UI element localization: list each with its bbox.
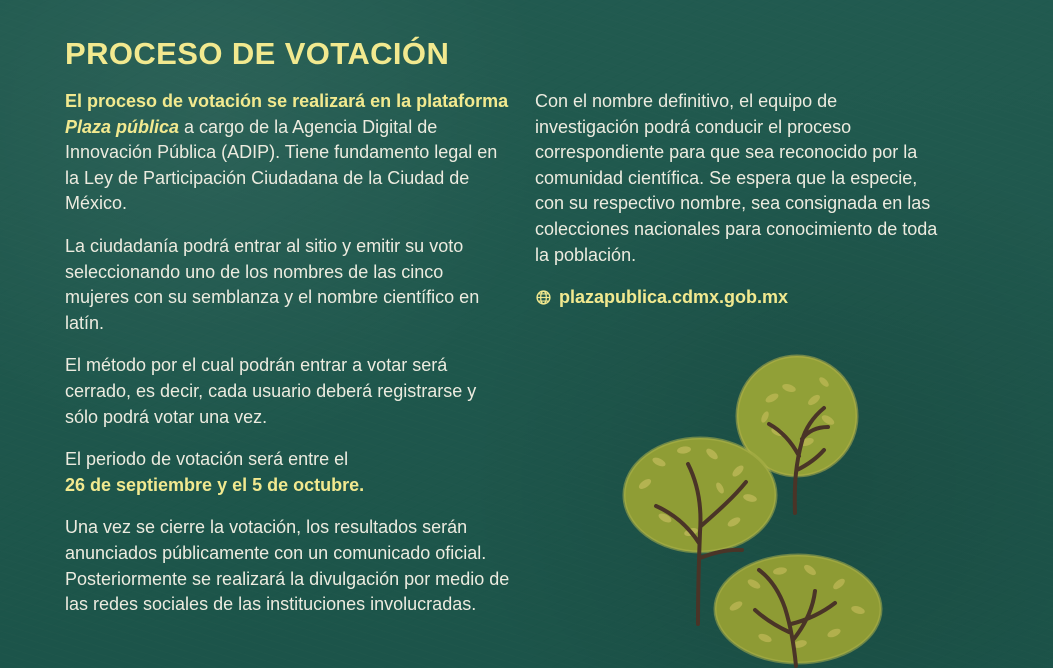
platform-intro-bold: El proceso de votación se realizará en la plataforma (65, 91, 509, 111)
left-column (65, 89, 511, 618)
voting-access-paragraph: La ciudadanía podrá entrar al sitio y emitir su voto seleccionando uno de los nombres de las cinco mujeres con su semblanza y el nombre científico en latín. (65, 235, 480, 333)
platform-paragraph (65, 89, 511, 217)
voting-period-dates: 26 de septiembre y el 5 de octubre. (65, 474, 365, 495)
platform-name: Plaza pública (65, 116, 180, 137)
voting-period-paragraph (65, 447, 511, 498)
plaza-publica-link-text: plazapublica.cdmx.gob.mx (559, 287, 789, 308)
page-title: PROCESO DE VOTACIÓN (65, 36, 450, 71)
voting-period-lead: El periodo de votación será entre el (65, 449, 349, 470)
right-column (535, 89, 940, 311)
globe-icon (535, 289, 552, 306)
platform-description: a cargo de la Agencia Digital de Innovación Pública (ADIP). Tiene fundamento legal en la Ley de Participación Ciudadana de la Ciudad de México. (65, 116, 498, 214)
scientific-recognition-paragraph: Con el nombre definitivo, el equipo de investigación podrá conducir el proceso correspondiente para que sea reconocido por la comunidad científica. Se espera que la especie, con su respectivo nombre, sea consignada en las colecciones nacionales para conocimiento de toda la población. (535, 91, 938, 265)
plaza-publica-link[interactable] (535, 285, 940, 311)
results-paragraph: Una vez se cierre la votación, los resultados serán anunciados públicamente con un comunicado oficial. Posteriormente se realizará la divulgación por medio de las redes sociales de las instituciones involucradas. (65, 517, 510, 615)
tree-bottom (715, 555, 881, 666)
voting-method-paragraph: El método por el cual podrán entrar a votar será cerrado, es decir, cada usuario deberá registrarse y sólo podrá votar una vez. (65, 355, 477, 427)
trees-illustration (614, 338, 904, 668)
